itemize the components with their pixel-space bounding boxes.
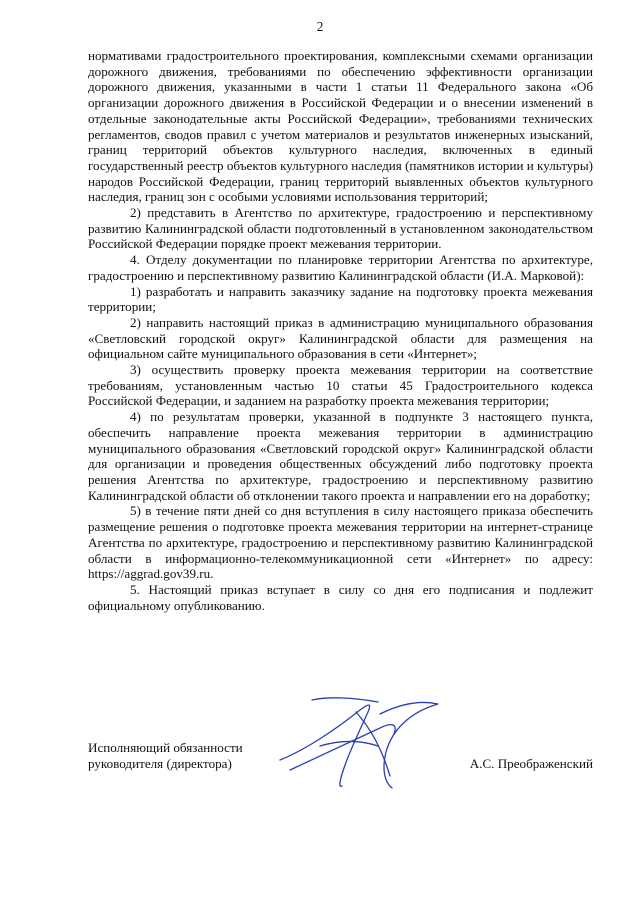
paragraph-item-2-send: 2) направить настоящий приказ в администрацию муниципального образования «Светловский городской округ» Калининградской области для размещения на официальном сайте муниципального образования в сети «Интернет»;	[88, 314, 593, 362]
paragraph-point-5: 5. Настоящий приказ вступает в силу со дня его подписания и подлежит официальному опубликованию.	[88, 581, 593, 613]
signatory-title-line1: Исполняющий обязанности	[88, 740, 243, 755]
paragraph-point-4: 4. Отделу документации по планировке территории Агентства по архитектуре, градостроению и перспективному развитию Калининградской области (И.А. Марковой):	[88, 252, 593, 283]
paragraph-item-5-publish: 5) в течение пяти дней со дня вступления в силу настоящего приказа обеспечить размещение решения о подготовке проекта межевания территории на интернет-странице Агентства по архитектуре, градостроению и перспективному развитию Калининградской области в информационно-телекоммуникационной сети «Интернет» по адресу: https://aggrad.gov39.ru.	[88, 503, 593, 582]
signature-block	[88, 740, 593, 800]
page-number: 2	[316, 19, 324, 34]
paragraph-item-2-submit: 2) представить в Агентство по архитектуре, градостроению и перспективному развитию Калининградской области подготовленный в установленном законодательством Российской Федерации порядке проект межевания территории.	[88, 205, 593, 252]
document-body	[88, 48, 593, 613]
paragraph-item-3-check: 3) осуществить проверку проекта межевания территории на соответствие требованиям, установленным частью 10 статьи 45 Градостроительного кодекса Российской Федерации, и заданием на разработку проекта межевания территории;	[88, 362, 593, 409]
paragraph-item-1-task: 1) разработать и направить заказчику задание на подготовку проекта межевания территории;	[88, 283, 593, 315]
paragraph-continuation: нормативами градостроительного проектирования, комплексными схемами организации дорожного движения, требованиями по обеспечению эффективности организации дорожного движения, указанными в части 1 статьи 11 Федерального закона «Об организации дорожного движения в Российской Федерации и о внесении изменений в отдельные законодательные акты Российской Федерации», требованиями технических регламентов, сводов правил с учетом материалов и результатов инженерных изысканий, границ территорий объектов культурного наследия, включенных в единый государственный реестр объектов культурного наследия (памятников истории и культуры) народов Российской Федерации, границ территорий выявленных объектов культурного наследия, границ зон с особыми условиями использования территорий;	[88, 48, 593, 205]
signatory-title-line2: руководителя (директора)	[88, 756, 232, 771]
signatory-name: А.С. Преображенский	[469, 756, 593, 771]
paragraph-item-4-results: 4) по результатам проверки, указанной в подпункте 3 настоящего пункта, обеспечить направление проекта межевания территории в администрацию муниципального образования «Светловский городской округ» Калининградской области для организации и проведения общественных обсуждений либо подготовку проекта решения Агентства по архитектуре, градостроению и перспективному развитию Калининградской области об отклонении такого проекта и направлении его на доработку;	[88, 409, 593, 503]
